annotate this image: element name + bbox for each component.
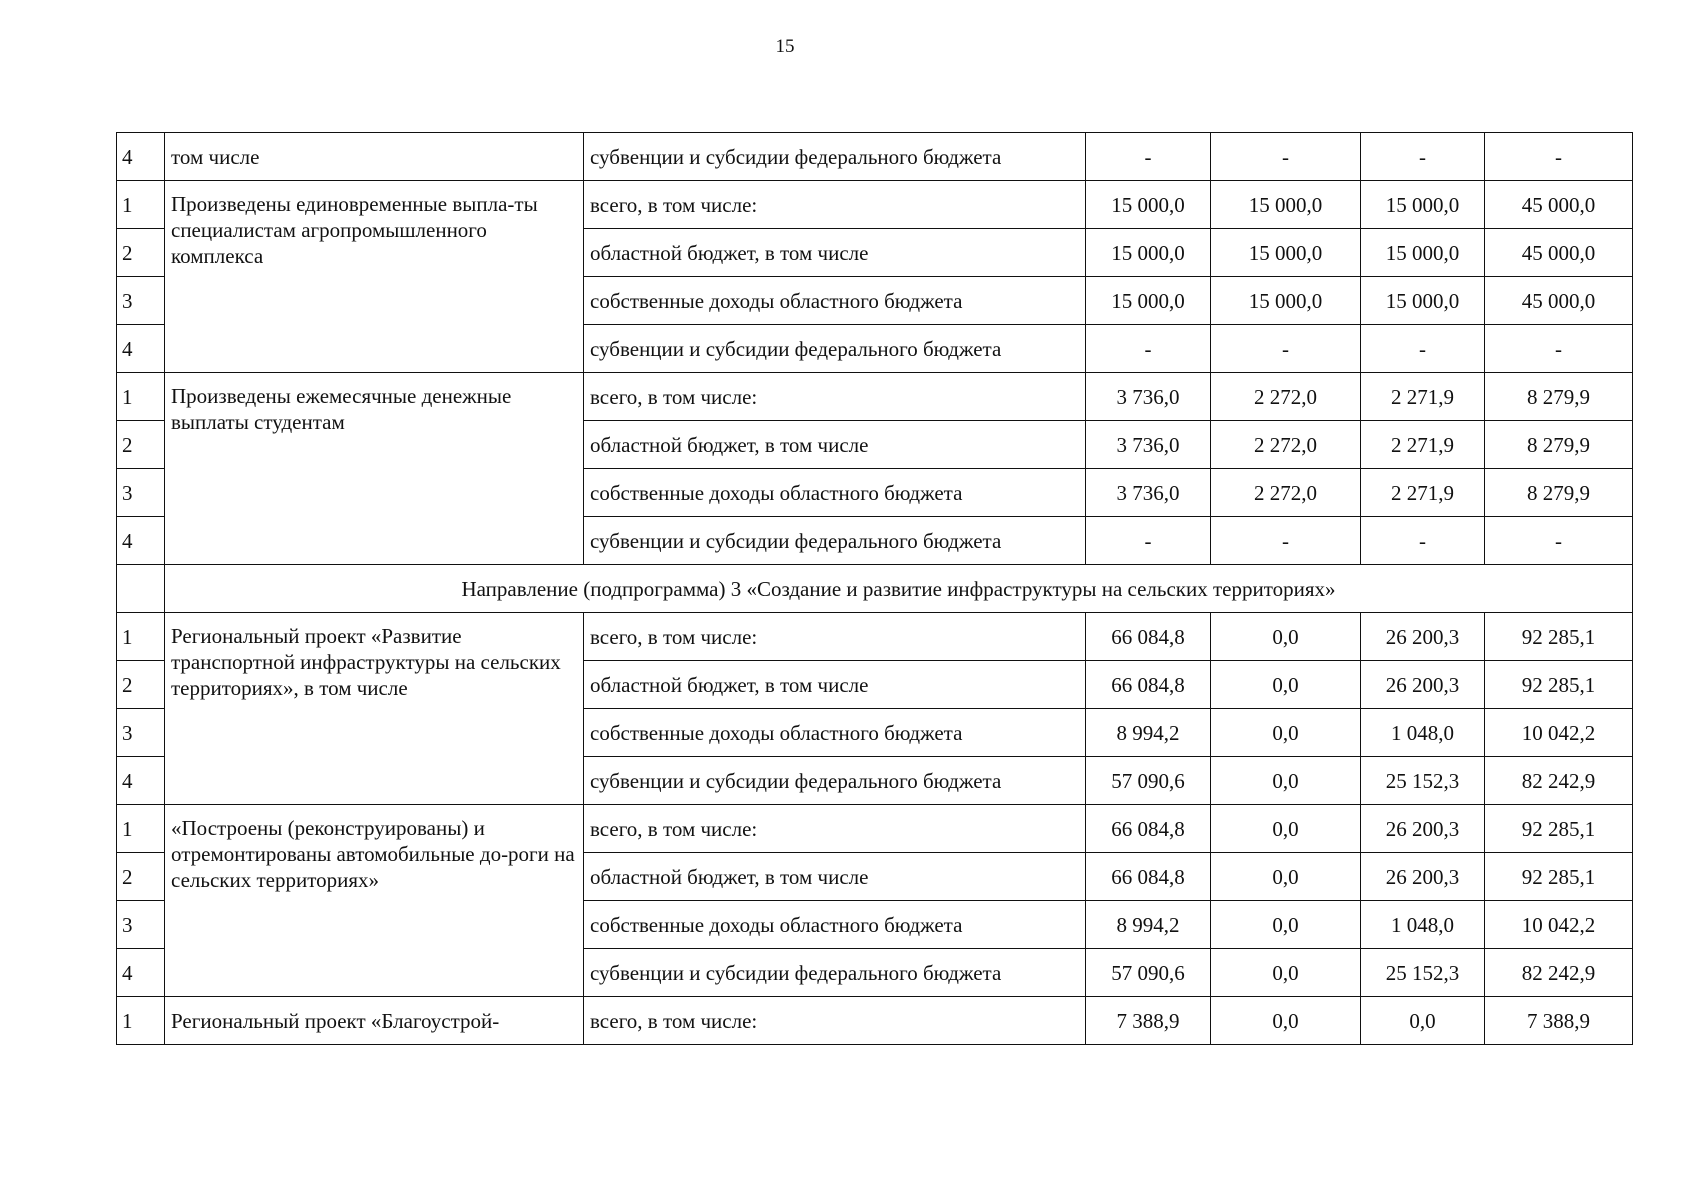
table-row xyxy=(117,613,1633,661)
row-number: 2 xyxy=(117,421,165,469)
value-cell: 8 279,9 xyxy=(1485,469,1633,517)
row-number: 3 xyxy=(117,277,165,325)
value-cell: - xyxy=(1086,517,1211,565)
value-cell: 66 084,8 xyxy=(1086,661,1211,709)
value-cell: 26 200,3 xyxy=(1361,661,1485,709)
value-cell: 15 000,0 xyxy=(1361,229,1485,277)
value-cell: 82 242,9 xyxy=(1485,757,1633,805)
value-cell: 26 200,3 xyxy=(1361,853,1485,901)
value-cell: 2 272,0 xyxy=(1211,469,1361,517)
table-row xyxy=(117,373,1633,421)
value-cell: 2 271,9 xyxy=(1361,421,1485,469)
funding-source: собственные доходы областного бюджета xyxy=(584,469,1086,517)
funding-source: всего, в том числе: xyxy=(584,997,1086,1045)
value-cell: - xyxy=(1485,325,1633,373)
value-cell: 0,0 xyxy=(1211,661,1361,709)
row-number: 1 xyxy=(117,373,165,421)
value-cell: 8 994,2 xyxy=(1086,709,1211,757)
row-number: 3 xyxy=(117,709,165,757)
value-cell: 0,0 xyxy=(1211,853,1361,901)
value-cell: 15 000,0 xyxy=(1086,277,1211,325)
funding-source: субвенции и субсидии федерального бюджета xyxy=(584,517,1086,565)
value-cell: - xyxy=(1086,325,1211,373)
value-cell: 15 000,0 xyxy=(1211,181,1361,229)
value-cell: 2 271,9 xyxy=(1361,469,1485,517)
value-cell: 1 048,0 xyxy=(1361,901,1485,949)
value-cell: 0,0 xyxy=(1211,709,1361,757)
value-cell: 92 285,1 xyxy=(1485,853,1633,901)
value-cell: 15 000,0 xyxy=(1211,229,1361,277)
value-cell: 45 000,0 xyxy=(1485,229,1633,277)
value-cell: 15 000,0 xyxy=(1086,229,1211,277)
value-cell: 10 042,2 xyxy=(1485,709,1633,757)
value-cell: 57 090,6 xyxy=(1086,757,1211,805)
table-row xyxy=(117,133,1633,181)
value-cell: 15 000,0 xyxy=(1211,277,1361,325)
row-number: 2 xyxy=(117,661,165,709)
row-description: Произведены единовременные выпла-ты специалистам агропромышленного комплекса xyxy=(165,181,584,373)
row-number xyxy=(117,565,165,613)
value-cell: 26 200,3 xyxy=(1361,805,1485,853)
value-cell: 10 042,2 xyxy=(1485,901,1633,949)
row-description: том числе xyxy=(165,133,584,181)
funding-source: областной бюджет, в том числе xyxy=(584,661,1086,709)
row-description: Произведены ежемесячные денежные выплаты студентам xyxy=(165,373,584,565)
value-cell: 66 084,8 xyxy=(1086,805,1211,853)
row-description: Региональный проект «Развитие транспортной инфраструктуры на сельских территориях», в том числе xyxy=(165,613,584,805)
value-cell: 57 090,6 xyxy=(1086,949,1211,997)
section-title: Направление (подпрограмма) 3 «Создание и развитие инфраструктуры на сельских территориях» xyxy=(165,565,1633,613)
value-cell: 0,0 xyxy=(1211,997,1361,1045)
funding-source: собственные доходы областного бюджета xyxy=(584,709,1086,757)
value-cell: 92 285,1 xyxy=(1485,805,1633,853)
row-number: 2 xyxy=(117,853,165,901)
row-description: «Построены (реконструированы) и отремонтированы автомобильные до-роги на сельских территориях» xyxy=(165,805,584,997)
value-cell: - xyxy=(1211,133,1361,181)
value-cell: 8 279,9 xyxy=(1485,373,1633,421)
row-number: 1 xyxy=(117,997,165,1045)
value-cell: 66 084,8 xyxy=(1086,613,1211,661)
value-cell: 25 152,3 xyxy=(1361,949,1485,997)
funding-source: всего, в том числе: xyxy=(584,805,1086,853)
value-cell: 25 152,3 xyxy=(1361,757,1485,805)
value-cell: 7 388,9 xyxy=(1485,997,1633,1045)
value-cell: 2 272,0 xyxy=(1211,373,1361,421)
value-cell: 8 279,9 xyxy=(1485,421,1633,469)
row-number: 4 xyxy=(117,949,165,997)
value-cell: 3 736,0 xyxy=(1086,373,1211,421)
value-cell: 7 388,9 xyxy=(1086,997,1211,1045)
value-cell: 15 000,0 xyxy=(1361,181,1485,229)
funding-source: областной бюджет, в том числе xyxy=(584,229,1086,277)
value-cell: 92 285,1 xyxy=(1485,613,1633,661)
funding-source: субвенции и субсидии федерального бюджета xyxy=(584,757,1086,805)
value-cell: - xyxy=(1361,133,1485,181)
page-number: 15 xyxy=(775,36,795,57)
row-number: 3 xyxy=(117,469,165,517)
row-number: 1 xyxy=(117,613,165,661)
table-row xyxy=(117,997,1633,1045)
value-cell: 2 271,9 xyxy=(1361,373,1485,421)
row-number: 4 xyxy=(117,325,165,373)
value-cell: 3 736,0 xyxy=(1086,469,1211,517)
value-cell: 92 285,1 xyxy=(1485,661,1633,709)
row-description: Региональный проект «Благоустрой- xyxy=(165,997,584,1045)
value-cell: 0,0 xyxy=(1211,901,1361,949)
value-cell: - xyxy=(1211,517,1361,565)
row-number: 3 xyxy=(117,901,165,949)
value-cell: 45 000,0 xyxy=(1485,277,1633,325)
value-cell: - xyxy=(1211,325,1361,373)
value-cell: - xyxy=(1485,133,1633,181)
funding-source: субвенции и субсидии федерального бюджета xyxy=(584,949,1086,997)
funding-source: собственные доходы областного бюджета xyxy=(584,901,1086,949)
row-number: 4 xyxy=(117,517,165,565)
row-number: 1 xyxy=(117,805,165,853)
value-cell: 82 242,9 xyxy=(1485,949,1633,997)
funding-source: всего, в том числе: xyxy=(584,613,1086,661)
value-cell: 0,0 xyxy=(1211,613,1361,661)
funding-source: областной бюджет, в том числе xyxy=(584,421,1086,469)
value-cell: - xyxy=(1485,517,1633,565)
value-cell: 0,0 xyxy=(1211,757,1361,805)
row-number: 2 xyxy=(117,229,165,277)
value-cell: - xyxy=(1361,517,1485,565)
budget-table xyxy=(116,132,1633,1045)
row-number: 4 xyxy=(117,133,165,181)
value-cell: 66 084,8 xyxy=(1086,853,1211,901)
value-cell: - xyxy=(1361,325,1485,373)
value-cell: 0,0 xyxy=(1211,949,1361,997)
funding-source: субвенции и субсидии федерального бюджета xyxy=(584,133,1086,181)
value-cell: 8 994,2 xyxy=(1086,901,1211,949)
value-cell: 1 048,0 xyxy=(1361,709,1485,757)
value-cell: 26 200,3 xyxy=(1361,613,1485,661)
table-row xyxy=(117,805,1633,853)
table-row xyxy=(117,181,1633,229)
funding-source: собственные доходы областного бюджета xyxy=(584,277,1086,325)
value-cell: 0,0 xyxy=(1361,997,1485,1045)
value-cell: 3 736,0 xyxy=(1086,421,1211,469)
value-cell: 0,0 xyxy=(1211,805,1361,853)
funding-source: областной бюджет, в том числе xyxy=(584,853,1086,901)
row-number: 4 xyxy=(117,757,165,805)
value-cell: 2 272,0 xyxy=(1211,421,1361,469)
funding-source: всего, в том числе: xyxy=(584,181,1086,229)
funding-source: субвенции и субсидии федерального бюджета xyxy=(584,325,1086,373)
value-cell: 15 000,0 xyxy=(1086,181,1211,229)
value-cell: 45 000,0 xyxy=(1485,181,1633,229)
funding-source: всего, в том числе: xyxy=(584,373,1086,421)
section-row xyxy=(117,565,1633,613)
row-number: 1 xyxy=(117,181,165,229)
value-cell: - xyxy=(1086,133,1211,181)
value-cell: 15 000,0 xyxy=(1361,277,1485,325)
